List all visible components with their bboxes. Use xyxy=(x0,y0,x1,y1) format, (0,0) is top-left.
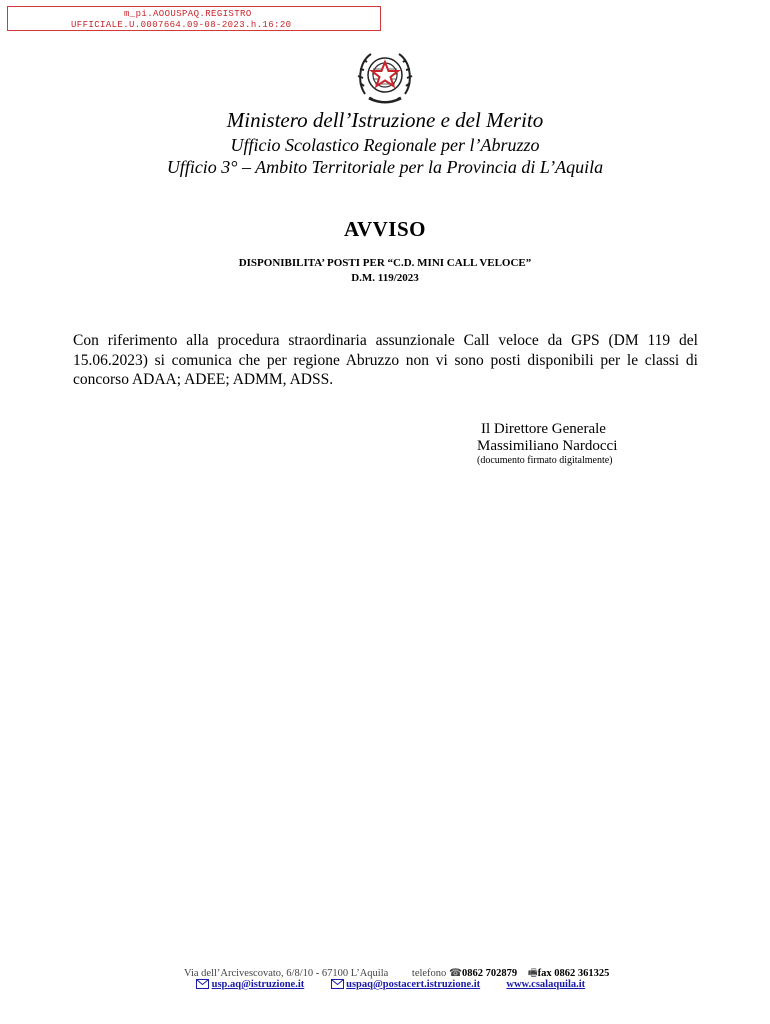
notice-subtitle-line2: D.M. 119/2023 xyxy=(351,272,419,284)
protocol-stamp xyxy=(7,6,381,31)
regional-office-title: Ufficio Scolastico Regionale per l’Abruzzo xyxy=(230,135,540,155)
protocol-stamp-line2: UFFICIALE.U.0007664.09-08-2023.h.16:20 xyxy=(71,20,292,30)
fax-icon: 🖷 xyxy=(527,968,538,979)
footer-phone: 0862 702879 xyxy=(462,968,518,979)
footer-pec-link[interactable]: uspaq@postacert.istruzione.it xyxy=(346,979,481,990)
signature-name: Massimiliano Nardocci xyxy=(477,438,618,454)
footer-website-link[interactable]: www.csalaquila.it xyxy=(506,979,586,990)
protocol-stamp-line1: m_pi.AOOUSPAQ.REGISTRO xyxy=(124,9,252,19)
telephone-icon: ☎ xyxy=(448,968,463,979)
ministry-title: Ministero dell’Istruzione e del Merito xyxy=(226,108,544,132)
notice-title: AVVISO xyxy=(344,217,426,241)
notice-body: Con riferimento alla procedura straordinaria assunzionale Call veloce da GPS (DM 119 del 15.06.2023) si comunica che per regione Abruzzo non vi sono posti disponibili per le classi di concorso ADAA; ADEE; ADMM, ADSS. xyxy=(73,332,698,388)
local-office-title: Ufficio 3° – Ambito Territoriale per la Provincia di L’Aquila xyxy=(166,157,604,177)
envelope-icon xyxy=(331,979,344,989)
footer-email-link[interactable]: usp.aq@istruzione.it xyxy=(211,979,305,990)
signature-note: (documento firmato digitalmente) xyxy=(477,455,613,466)
italian-republic-emblem-icon xyxy=(355,46,415,108)
notice-subtitle-line1: DISPONIBILITA’ POSTI PER “C.D. MINI CALL VELOCE” xyxy=(238,257,532,269)
footer-fax: fax 0862 361325 xyxy=(537,968,610,979)
footer-phone-label: telefono xyxy=(411,968,447,979)
signature-role: Il Direttore Generale xyxy=(481,421,606,437)
footer-address: Via dell’Arcivescovato, 6/8/10 - 67100 L’Aquila xyxy=(184,968,389,979)
footer-links-line xyxy=(196,979,585,990)
envelope-icon xyxy=(196,979,209,989)
